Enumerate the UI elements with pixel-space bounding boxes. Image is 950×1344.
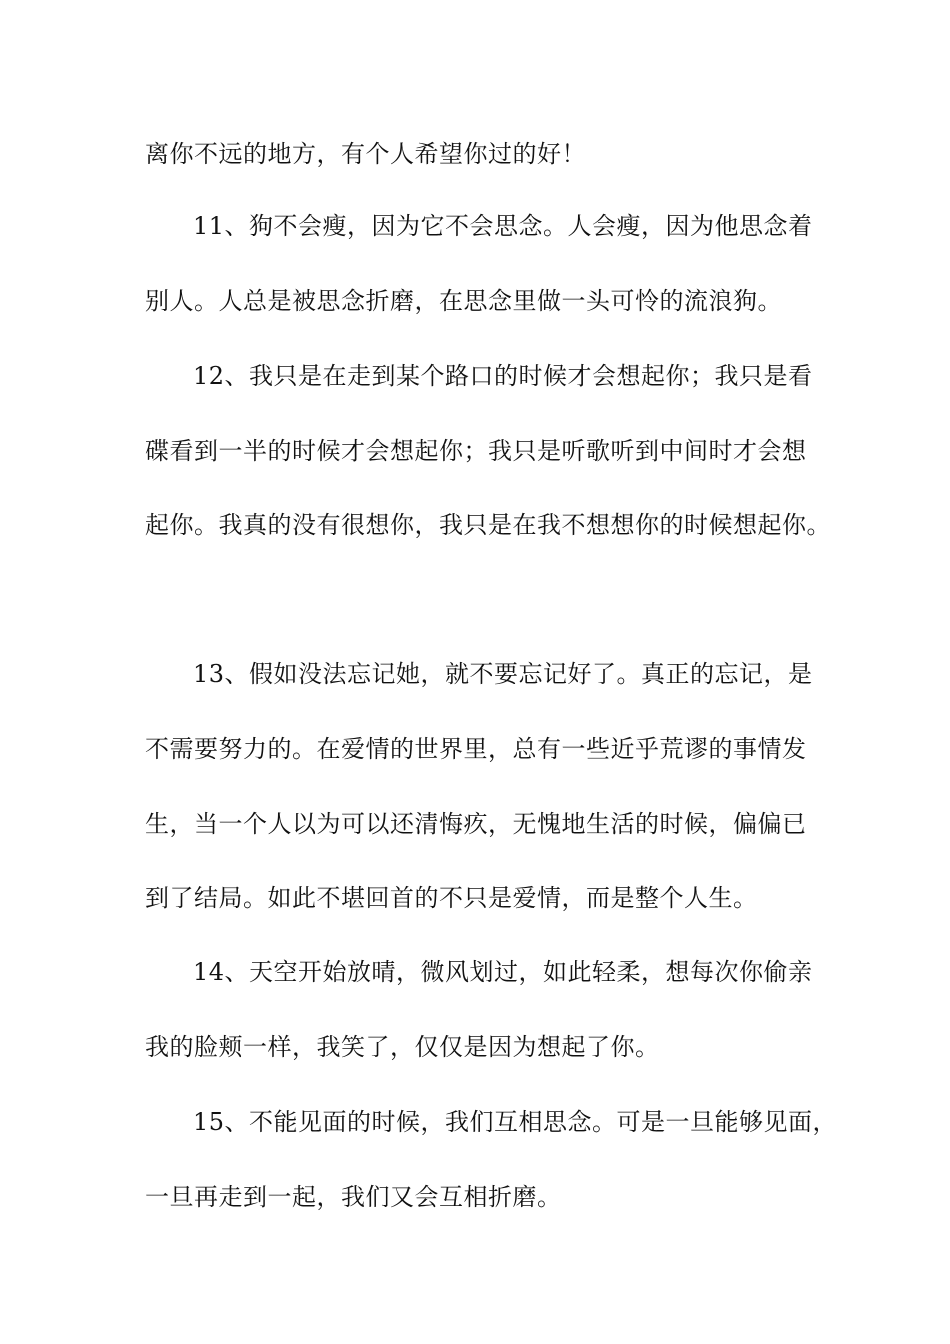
paragraph-15-start: 15、不能见面的时候，我们互相思念。可是一旦能够见面，: [193, 1108, 838, 1136]
text-line: 碟看到一半的时候才会想起你；我只是听歌听到中间时才会想: [145, 437, 807, 465]
text-line: 我的脸颊一样，我笑了，仅仅是因为想起了你。: [145, 1033, 660, 1061]
text-line: 离你不远的地方，有个人希望你过的好！: [145, 140, 586, 168]
text-line: 别人。人总是被思念折磨，在思念里做一头可怜的流浪狗。: [145, 287, 782, 315]
paragraph-14-start: 14、天空开始放晴，微风划过，如此轻柔，想每次你偷亲: [193, 958, 813, 986]
text-line: 起你。我真的没有很想你，我只是在我不想想你的时候想起你。: [145, 511, 831, 539]
text-line: 不需要努力的。在爱情的世界里，总有一些近乎荒谬的事情发: [145, 735, 807, 763]
paragraph-11-start: 11、狗不会瘦，因为它不会思念。人会瘦，因为他思念着: [193, 212, 813, 240]
text-line: 到了结局。如此不堪回首的不只是爱情，而是整个人生。: [145, 884, 758, 912]
text-line: 生，当一个人以为可以还清悔疚，无愧地生活的时候，偏偏已: [145, 810, 807, 838]
text-line: 一旦再走到一起，我们又会互相折磨。: [145, 1183, 562, 1211]
paragraph-12-start: 12、我只是在走到某个路口的时候才会想起你；我只是看: [193, 362, 813, 390]
paragraph-13-start: 13、假如没法忘记她，就不要忘记好了。真正的忘记，是: [193, 660, 813, 688]
